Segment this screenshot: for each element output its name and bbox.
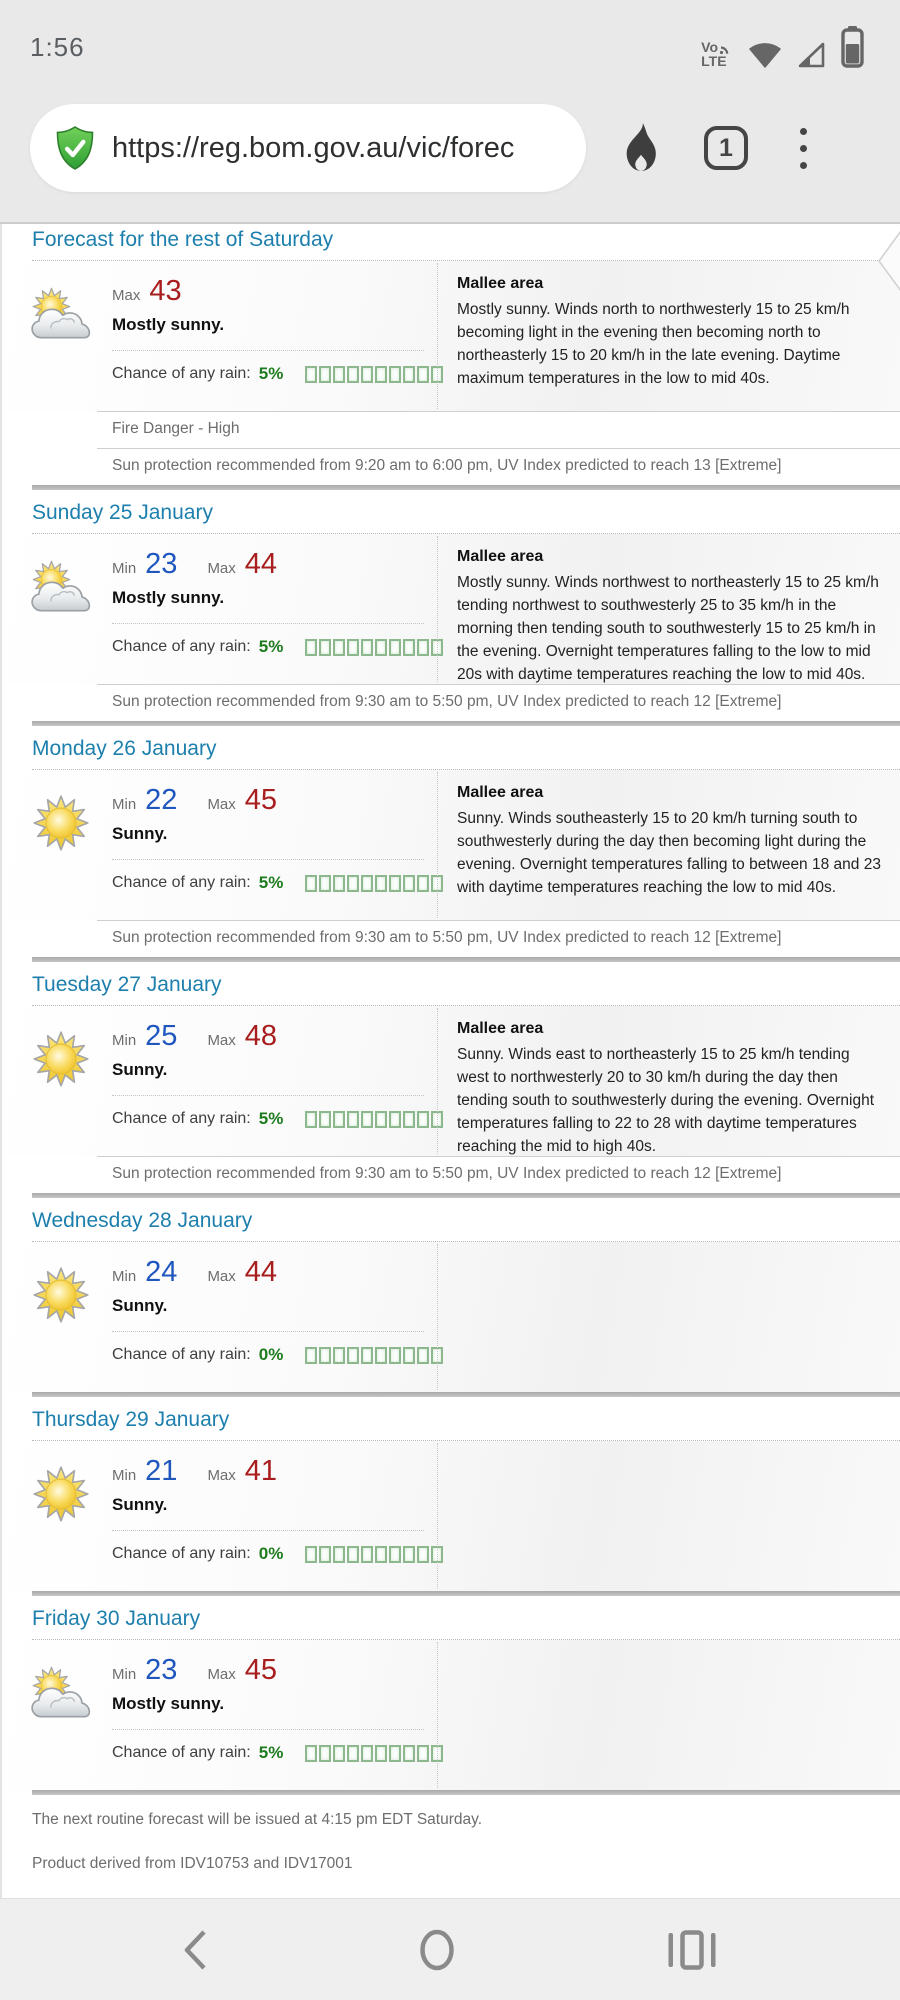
rain-gauge-segment: [361, 875, 373, 892]
forecast-summary-column: [112, 1455, 424, 1564]
min-label: Min: [112, 1467, 137, 1484]
condition-text: Sunny.: [112, 1296, 168, 1315]
min-value: 21: [145, 1455, 178, 1487]
min-label: Min: [112, 1268, 137, 1285]
weather-icon-holder: [28, 554, 94, 620]
weather-icon-sunny: [28, 1262, 94, 1328]
rain-gauge-segment: [361, 366, 373, 383]
forecast-row: [2, 1640, 900, 1790]
rain-gauge-segment: [375, 1745, 387, 1762]
rain-gauge-segment: [375, 1347, 387, 1364]
weather-icon-holder: [28, 281, 94, 347]
panel-chevron-icon[interactable]: [874, 230, 900, 292]
max-value: 44: [244, 1256, 278, 1288]
sun-protection: Sun protection recommended from 9:30 am to 5:50 pm, UV Index predicted to reach 12 [Extreme]: [112, 1165, 782, 1182]
rain-gauge-segment: [417, 1546, 429, 1563]
max-label: Max: [112, 287, 141, 304]
sun-protection-row: [97, 684, 900, 721]
forecast-row: [2, 534, 900, 684]
min-group: [112, 1256, 207, 1289]
battery-icon: [841, 26, 864, 68]
rain-gauge-segment: [389, 875, 401, 892]
url-text[interactable]: https://reg.bom.gov.au/vic/forec: [112, 131, 515, 164]
clock: 1:56: [30, 31, 85, 62]
rain-gauge-segment: [389, 1546, 401, 1563]
day-heading: Sunday 25 January: [32, 501, 213, 524]
sun-protection: Sun protection recommended from 9:30 am to 5:50 pm, UV Index predicted to reach 12 [Extreme]: [112, 693, 782, 710]
fire-danger: Fire Danger - High: [112, 420, 240, 437]
fire-danger-row: [97, 411, 900, 448]
forecast-summary-column: [112, 1020, 424, 1129]
rain-gauge-segment: [305, 1111, 317, 1128]
forecast-section: [2, 490, 900, 726]
forecast-section: [2, 726, 900, 962]
summary-divider: [112, 1729, 424, 1730]
temperature-line: [112, 275, 424, 308]
rain-gauge-segment: [375, 875, 387, 892]
rain-gauge-segment: [361, 1111, 373, 1128]
rain-label: Chance of any rain:: [112, 1346, 251, 1363]
min-group: [112, 1455, 207, 1488]
temperature-line: [112, 1256, 424, 1289]
rain-gauge-segment: [389, 366, 401, 383]
rain-gauge-segment: [361, 1745, 373, 1762]
system-navbar: [0, 1898, 900, 2000]
rain-gauge-segment: [375, 366, 387, 383]
rain-gauge-segment: [319, 1546, 331, 1563]
home-icon[interactable]: [418, 1928, 456, 1972]
day-heading: Monday 26 January: [32, 737, 217, 760]
sun-protection: Sun protection recommended from 9:30 am to 5:50 pm, UV Index predicted to reach 12 [Extreme]: [112, 929, 782, 946]
max-value: 44: [244, 548, 278, 580]
rain-gauge: [305, 1745, 443, 1762]
rain-label: Chance of any rain:: [112, 365, 251, 382]
min-value: 25: [145, 1020, 178, 1052]
area-text: Mostly sunny. Winds north to northwesterly 15 to 25 km/h becoming light in the evening then becoming north to northeasterly 15 to 20 km/h in the late evening. Daytime maximum temperatures in the low to mid 40s.: [457, 301, 850, 387]
area-col: [457, 1020, 884, 1158]
max-label: Max: [207, 560, 236, 577]
rain-gauge-segment: [347, 875, 359, 892]
rain-gauge-segment: [305, 875, 317, 892]
rain-percent: 5%: [258, 873, 284, 892]
next-forecast-note: The next routine forecast will be issued at 4:15 pm EDT Saturday.: [32, 1811, 483, 1828]
summary-divider: [112, 1530, 424, 1531]
summary-divider: [112, 1331, 424, 1332]
temperature-line: [112, 1020, 424, 1053]
sun-protection-row: [97, 1156, 900, 1193]
forecast-row: [2, 770, 900, 920]
condition-text: Sunny.: [112, 1060, 168, 1079]
rain-percent: 5%: [258, 637, 284, 656]
rain-percent: 5%: [258, 364, 284, 383]
area-col: [457, 548, 884, 686]
area-title: Mallee area: [457, 784, 544, 801]
rain-chance-line: [112, 1544, 424, 1564]
max-label: Max: [207, 1268, 236, 1285]
rain-chance-line: [112, 873, 424, 893]
forecast-summary-column: [112, 784, 424, 893]
area-title: Mallee area: [457, 548, 544, 565]
rain-gauge-segment: [347, 366, 359, 383]
rain-gauge-segment: [333, 1111, 345, 1128]
column-divider: [437, 1008, 438, 1154]
column-divider: [437, 263, 438, 409]
forecast-row: [2, 1006, 900, 1156]
forecast-summary-column: [112, 1256, 424, 1365]
condition-text: Sunny.: [112, 824, 168, 843]
rain-gauge-segment: [403, 366, 415, 383]
rain-gauge: [305, 1347, 443, 1364]
volte-icon: Vo LTE: [701, 41, 733, 68]
recents-icon[interactable]: [666, 1928, 718, 1972]
rain-label: Chance of any rain:: [112, 1110, 251, 1127]
day-heading: Tuesday 27 January: [32, 973, 222, 996]
sun-protection: Sun protection recommended from 9:20 am to 6:00 pm, UV Index predicted to reach 13 [Extreme]: [112, 457, 782, 474]
rain-gauge-segment: [403, 1745, 415, 1762]
rain-gauge-segment: [333, 875, 345, 892]
forecast-summary-column: [112, 1654, 424, 1763]
sun-protection-row: [97, 920, 900, 957]
rain-gauge-segment: [333, 1546, 345, 1563]
rain-chance-line: [112, 364, 424, 384]
menu-kebab-icon[interactable]: [796, 124, 811, 173]
rain-gauge-segment: [375, 1546, 387, 1563]
column-divider: [437, 772, 438, 918]
rain-percent: 0%: [258, 1544, 284, 1563]
rain-gauge-segment: [361, 1546, 373, 1563]
max-value: 45: [244, 784, 278, 816]
rain-gauge-segment: [319, 639, 331, 656]
area-text: Sunny. Winds east to northeasterly 15 to 25 km/h tending west to northwesterly 20 to 30 km/h during the day then tending south to southwesterly during the evening. Overnight temperatures falling to 22 to 28 with daytime temperatures reaching the mid to high 40s.: [457, 1046, 875, 1155]
min-label: Min: [112, 560, 137, 577]
min-value: 23: [145, 548, 178, 580]
rain-gauge: [305, 1546, 443, 1563]
condition-text: Mostly sunny.: [112, 588, 225, 607]
forecast-row: [2, 1441, 900, 1591]
back-icon[interactable]: [182, 1929, 208, 1971]
rain-gauge-segment: [319, 1111, 331, 1128]
rain-label: Chance of any rain:: [112, 1744, 251, 1761]
max-value: 48: [244, 1020, 278, 1052]
forecast-row: [2, 261, 900, 411]
column-divider: [437, 1642, 438, 1788]
rain-percent: 5%: [258, 1743, 284, 1762]
column-divider: [437, 1244, 438, 1390]
condition-text: Mostly sunny.: [112, 315, 225, 334]
url-bar[interactable]: [30, 104, 586, 192]
weather-icon-mostly-sunny: [28, 1660, 94, 1726]
summary-divider: [112, 350, 424, 351]
max-value: 41: [244, 1455, 278, 1487]
summary-divider: [112, 1095, 424, 1096]
rain-gauge-segment: [417, 1745, 429, 1762]
area-text: Mostly sunny. Winds northwest to northeasterly 15 to 25 km/h tending northwest to southwesterly 25 to 35 km/h in the morning then tending south to southwesterly 15 to 25 km/h in the evening. Overnight temperatures falling to the low to mid 20s with daytime temperatures reaching the low to mid 40s.: [457, 574, 879, 683]
rain-gauge-segment: [403, 1347, 415, 1364]
forecast-summary-column: [112, 275, 424, 384]
page-footer: [2, 1795, 900, 1873]
rain-gauge-segment: [347, 1745, 359, 1762]
min-label: Min: [112, 1666, 137, 1683]
rain-gauge: [305, 366, 443, 383]
rain-chance-line: [112, 637, 424, 657]
rain-gauge-segment: [389, 1745, 401, 1762]
status-icons: [701, 26, 864, 68]
temperature-line: [112, 1455, 424, 1488]
rain-gauge-segment: [375, 639, 387, 656]
rain-label: Chance of any rain:: [112, 874, 251, 891]
product-note: Product derived from IDV10753 and IDV17001: [32, 1855, 353, 1872]
forecast-sections: [2, 222, 900, 1795]
forecast-section: [2, 1198, 900, 1397]
rain-gauge-segment: [403, 1111, 415, 1128]
temperature-line: [112, 548, 424, 581]
rain-gauge-segment: [319, 1347, 331, 1364]
status-bar: [0, 0, 900, 68]
weather-icon-sunny: [28, 790, 94, 856]
cellular-signal-icon: [797, 41, 826, 68]
rain-gauge-segment: [305, 1546, 317, 1563]
weather-icon-sunny: [28, 1026, 94, 1092]
forecast-row: [2, 1242, 900, 1392]
min-group: [112, 1020, 207, 1053]
day-heading: Forecast for the rest of Saturday: [32, 228, 334, 251]
rain-percent: 5%: [258, 1109, 284, 1128]
min-label: Min: [112, 1032, 137, 1049]
area-text: Sunny. Winds southeasterly 15 to 20 km/h turning south to southwesterly during the day then becoming light during the evening. Overnight temperatures falling to between 18 and 23 with daytime temperatures reaching the low to mid 40s.: [457, 810, 881, 896]
column-divider: [437, 536, 438, 682]
weather-icon-mostly-sunny: [28, 554, 94, 620]
min-value: 23: [145, 1654, 178, 1686]
rain-gauge-segment: [417, 1111, 429, 1128]
rain-chance-line: [112, 1109, 424, 1129]
day-heading: Wednesday 28 January: [32, 1209, 253, 1232]
rain-gauge-segment: [403, 1546, 415, 1563]
day-heading: Friday 30 January: [32, 1607, 201, 1630]
shield-check-icon[interactable]: [54, 124, 96, 172]
max-label: Max: [207, 1666, 236, 1683]
weather-icon-holder: [28, 1461, 94, 1527]
flame-icon[interactable]: [618, 121, 664, 175]
rain-gauge-segment: [417, 875, 429, 892]
forecast-section: [2, 1596, 900, 1795]
rain-gauge-segment: [403, 875, 415, 892]
tab-counter-button[interactable]: [704, 126, 748, 170]
max-label: Max: [207, 1032, 236, 1049]
min-group: [112, 1654, 207, 1687]
temperature-line: [112, 1654, 424, 1687]
weather-icon-holder: [28, 790, 94, 856]
sun-protection-row: [97, 448, 900, 485]
rain-gauge-segment: [417, 639, 429, 656]
weather-icon-mostly-sunny: [28, 281, 94, 347]
rain-gauge-segment: [305, 1745, 317, 1762]
area-col: [457, 784, 884, 899]
rain-gauge-segment: [403, 639, 415, 656]
max-label: Max: [207, 1467, 236, 1484]
max-value: 43: [149, 275, 182, 307]
rain-gauge: [305, 875, 443, 892]
rain-chance-line: [112, 1345, 424, 1365]
rain-gauge-segment: [333, 366, 345, 383]
rain-gauge-segment: [347, 1546, 359, 1563]
temperature-line: [112, 784, 424, 817]
summary-divider: [112, 859, 424, 860]
rain-gauge-segment: [333, 1745, 345, 1762]
rain-chance-line: [112, 1743, 424, 1763]
area-title: Mallee area: [457, 1020, 544, 1037]
rain-gauge: [305, 1111, 443, 1128]
rain-gauge-segment: [389, 639, 401, 656]
weather-icon-holder: [28, 1262, 94, 1328]
weather-icon-holder: [28, 1660, 94, 1726]
min-label: Min: [112, 796, 137, 813]
rain-gauge-segment: [375, 1111, 387, 1128]
weather-icon-sunny: [28, 1461, 94, 1527]
rain-label: Chance of any rain:: [112, 638, 251, 655]
rain-label: Chance of any rain:: [112, 1545, 251, 1562]
rain-gauge-segment: [333, 1347, 345, 1364]
rain-gauge-segment: [305, 1347, 317, 1364]
rain-gauge-segment: [319, 1745, 331, 1762]
browser-actions: [586, 121, 811, 175]
rain-gauge-segment: [347, 639, 359, 656]
rain-gauge-segment: [319, 875, 331, 892]
rain-gauge-segment: [361, 639, 373, 656]
forecast-section: [2, 222, 900, 490]
condition-text: Sunny.: [112, 1495, 168, 1514]
rain-gauge-segment: [389, 1111, 401, 1128]
tab-count: 1: [719, 133, 733, 162]
rain-gauge-segment: [305, 639, 317, 656]
area-col: [457, 275, 884, 390]
weather-icon-holder: [28, 1026, 94, 1092]
max-label: Max: [207, 796, 236, 813]
day-heading: Thursday 29 January: [32, 1408, 230, 1431]
forecast-section: [2, 1397, 900, 1596]
rain-gauge-segment: [389, 1347, 401, 1364]
wifi-icon: [748, 41, 782, 68]
min-group: [112, 784, 207, 817]
min-value: 24: [145, 1256, 178, 1288]
rain-gauge: [305, 639, 443, 656]
min-value: 22: [145, 784, 178, 816]
rain-percent: 0%: [258, 1345, 284, 1364]
rain-gauge-segment: [347, 1111, 359, 1128]
rain-gauge-segment: [305, 366, 317, 383]
condition-text: Mostly sunny.: [112, 1694, 225, 1713]
rain-gauge-segment: [319, 366, 331, 383]
page-content: [0, 222, 900, 1898]
max-value: 45: [244, 1654, 278, 1686]
browser-toolbar: [0, 104, 900, 192]
forecast-summary-column: [112, 548, 424, 657]
rain-gauge-segment: [333, 639, 345, 656]
column-divider: [437, 1443, 438, 1589]
rain-gauge-segment: [417, 1347, 429, 1364]
min-group: [112, 548, 207, 581]
rain-gauge-segment: [361, 1347, 373, 1364]
rain-gauge-segment: [347, 1347, 359, 1364]
summary-divider: [112, 623, 424, 624]
area-title: Mallee area: [457, 275, 544, 292]
forecast-section: [2, 962, 900, 1198]
browser-chrome: [0, 0, 900, 224]
rain-gauge-segment: [417, 366, 429, 383]
